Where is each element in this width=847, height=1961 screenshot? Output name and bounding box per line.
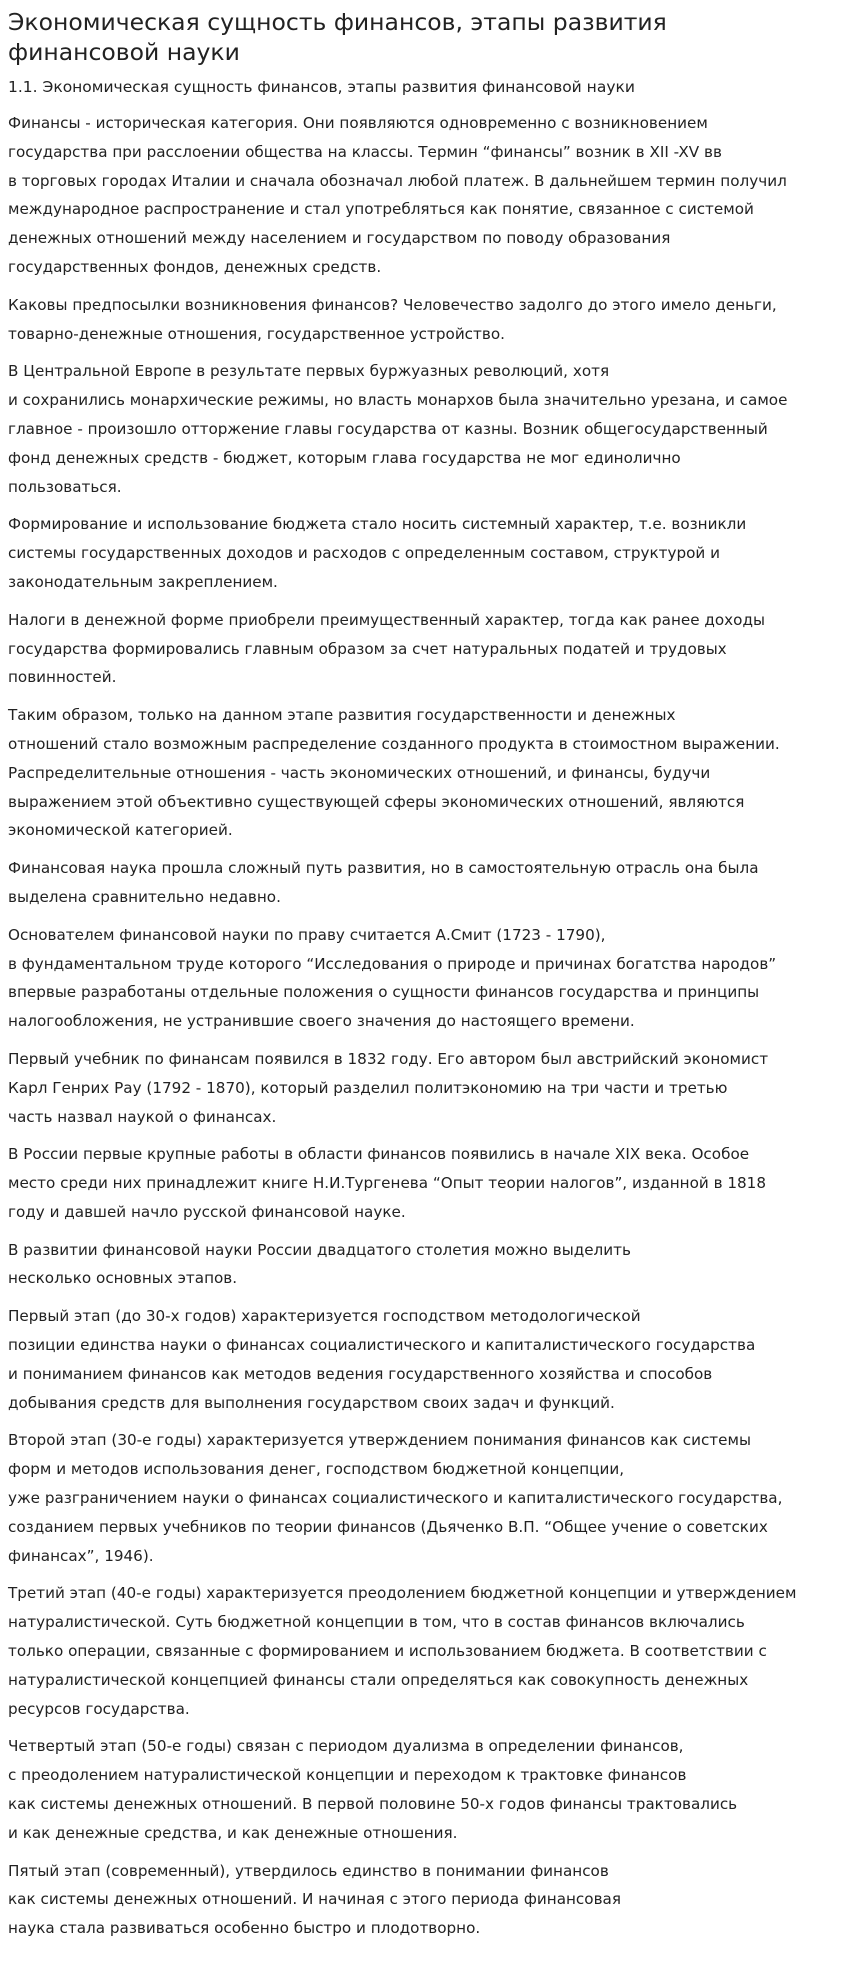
paragraph-line: главное - произошло отторжение главы государства от казны. Возник общегосударственный bbox=[8, 419, 768, 438]
paragraph-line: Распределительные отношения - часть экономических отношений, и финансы, будучи bbox=[8, 763, 711, 782]
paragraph bbox=[8, 921, 844, 1036]
paragraph-line: Третий этап (40-е годы) характеризуется преодолением бюджетной концепции и утверждением bbox=[8, 1584, 797, 1603]
paragraph-line: Карл Генрих Рау (1792 - 1870), который разделил политэкономию на три части и третью bbox=[8, 1078, 728, 1097]
paragraph-line: и как денежные средства, и как денежные отношения. bbox=[8, 1823, 458, 1842]
paragraph-line: Первый этап (до 30-х годов) характеризуется господством методологической bbox=[8, 1307, 641, 1326]
paragraph-line: выделена сравнительно недавно. bbox=[8, 887, 281, 906]
paragraph-line: В России первые крупные работы в области финансов появились в начале XIX века. Особое bbox=[8, 1145, 750, 1164]
paragraph-line: налогообложения, не устранившие своего значения до настоящего времени. bbox=[8, 1012, 635, 1031]
paragraph bbox=[8, 854, 844, 912]
paragraph bbox=[8, 701, 844, 845]
paragraph-line: государственных фондов, денежных средств. bbox=[8, 257, 382, 276]
paragraph-line: законодательным закреплением. bbox=[8, 572, 278, 591]
article-body bbox=[8, 109, 844, 1943]
paragraph-line: повинностей. bbox=[8, 668, 117, 687]
paragraph-line: фонд денежных средств - бюджет, которым глава государства не мог единолично bbox=[8, 448, 681, 467]
paragraph-line: Пятый этап (современный), утвердилось единство в понимании финансов bbox=[8, 1861, 609, 1880]
paragraph-line: В Центральной Европе в результате первых буржуазных революций, хотя bbox=[8, 362, 610, 381]
paragraph-line: наука стала развиваться особенно быстро и плодотворно. bbox=[8, 1919, 481, 1938]
paragraph-line: экономической категорией. bbox=[8, 821, 233, 840]
paragraph bbox=[8, 1140, 844, 1226]
paragraph-line: Налоги в денежной форме приобрели преимущественный характер, тогда как ранее доходы bbox=[8, 610, 765, 629]
paragraph bbox=[8, 1236, 844, 1294]
paragraph-line: в торговых городах Италии и сначала обозначал любой платеж. В дальнейшем термин получил bbox=[8, 171, 787, 190]
paragraph-line: уже разграничением науки о финансах социалистического и капиталистического государства, bbox=[8, 1489, 783, 1508]
paragraph-line: пользоваться. bbox=[8, 477, 122, 496]
paragraph bbox=[8, 1732, 844, 1847]
paragraph-line: отношений стало возможным распределение созданного продукта в стоимостном выражении. bbox=[8, 734, 780, 753]
paragraph-line: выражением этой объективно существующей сферы экономических отношений, являются bbox=[8, 792, 745, 811]
paragraph bbox=[8, 606, 844, 692]
paragraph-line: позиции единства науки о финансах социалистического и капиталистического государства bbox=[8, 1336, 756, 1355]
paragraph bbox=[8, 1579, 844, 1723]
paragraph-line: Второй этап (30-е годы) характеризуется утверждением понимания финансов как системы bbox=[8, 1431, 751, 1450]
paragraph-line: финансах”, 1946). bbox=[8, 1546, 154, 1565]
paragraph bbox=[8, 1045, 844, 1131]
paragraph bbox=[8, 357, 844, 501]
paragraph-line: Первый учебник по финансам появился в 1832 году. Его автором был австрийский экономист bbox=[8, 1049, 769, 1068]
paragraph-line: государства формировались главным образом за счет натуральных податей и трудовых bbox=[8, 639, 727, 658]
paragraph bbox=[8, 1426, 844, 1570]
article-title bbox=[8, 7, 844, 67]
paragraph-line: денежных отношений между населением и государством по поводу образования bbox=[8, 229, 671, 248]
section-heading: 1.1. Экономическая сущность финансов, этапы развития финансовой науки bbox=[8, 78, 635, 96]
paragraph-line: Таким образом, только на данном этапе развития государственности и денежных bbox=[8, 706, 676, 725]
paragraph bbox=[8, 1857, 844, 1943]
paragraph-line: натуралистической концепцией финансы стали определяться как совокупность денежных bbox=[8, 1670, 749, 1689]
document bbox=[8, 7, 844, 1952]
paragraph-line: только операции, связанные с формированием и использованием бюджета. В соответствии с bbox=[8, 1642, 767, 1661]
paragraph-line: часть назвал наукой о финансах. bbox=[8, 1107, 277, 1126]
paragraph-line: с преодолением натуралистической концепции и переходом к трактовке финансов bbox=[8, 1766, 687, 1785]
paragraph-line: несколько основных этапов. bbox=[8, 1269, 238, 1288]
paragraph bbox=[8, 291, 844, 349]
paragraph-line: как системы денежных отношений. В первой половине 50-х годов финансы трактовались bbox=[8, 1795, 738, 1814]
paragraph-line: Каковы предпосылки возникновения финансов? Человечество задолго до этого имело деньги, bbox=[8, 295, 777, 314]
paragraph-line: в фундаментальном труде которого “Исследования о природе и причинах богатства народов” bbox=[8, 954, 777, 973]
paragraph-line: международное распространение и стал употребляться как понятие, связанное с системой bbox=[8, 200, 754, 219]
paragraph-line: В развитии финансовой науки России двадцатого столетия можно выделить bbox=[8, 1240, 631, 1259]
title-line: финансовой науки bbox=[8, 38, 240, 66]
paragraph-line: году и давшей начло русской финансовой науке. bbox=[8, 1202, 406, 1221]
paragraph-line: Финансы - историческая категория. Они появляются одновременно с возникновением bbox=[8, 114, 708, 132]
paragraph-line: Формирование и использование бюджета стало носить системный характер, т.е. возникли bbox=[8, 515, 747, 534]
paragraph bbox=[8, 510, 844, 596]
paragraph-line: натуралистической. Суть бюджетной концепции в том, что в состав финансов включались bbox=[8, 1613, 745, 1632]
paragraph-line: впервые разработаны отдельные положения о сущности финансов государства и принципы bbox=[8, 983, 760, 1002]
paragraph-line: форм и методов использования денег, господством бюджетной концепции, bbox=[8, 1460, 625, 1479]
paragraph-line: и сохранились монархические режимы, но власть монархов была значительно урезана, и самое bbox=[8, 391, 788, 410]
paragraph bbox=[8, 1302, 844, 1417]
paragraph bbox=[8, 109, 844, 282]
paragraph-line: товарно-денежные отношения, государственное устройство. bbox=[8, 324, 505, 343]
paragraph-line: системы государственных доходов и расходов с определенным составом, структурой и bbox=[8, 544, 720, 563]
paragraph-line: Основателем финансовой науки по праву считается А.Смит (1723 - 1790), bbox=[8, 925, 606, 944]
paragraph-line: и пониманием финансов как методов ведения государственного хозяйства и способов bbox=[8, 1364, 713, 1383]
paragraph-line: как системы денежных отношений. И начиная с этого периода финансовая bbox=[8, 1890, 621, 1909]
paragraph-line: Четвертый этап (50-е годы) связан с периодом дуализма в определении финансов, bbox=[8, 1737, 684, 1756]
paragraph-line: Финансовая наука прошла сложный путь развития, но в самостоятельную отрасль она была bbox=[8, 859, 759, 878]
title-line: Экономическая сущность финансов, этапы развития bbox=[8, 8, 667, 36]
paragraph-line: государства при расслоении общества на классы. Термин “финансы” возник в XII -XV вв bbox=[8, 142, 722, 161]
paragraph-line: место среди них принадлежит книге Н.И.Тургенева “Опыт теории налогов”, изданной в 1818 bbox=[8, 1174, 766, 1193]
paragraph-line: ресурсов государства. bbox=[8, 1699, 190, 1718]
paragraph-line: добывания средств для выполнения государством своих задач и функций. bbox=[8, 1393, 615, 1412]
paragraph-line: созданием первых учебников по теории финансов (Дьяченко В.П. “Общее учение о советских bbox=[8, 1517, 768, 1536]
